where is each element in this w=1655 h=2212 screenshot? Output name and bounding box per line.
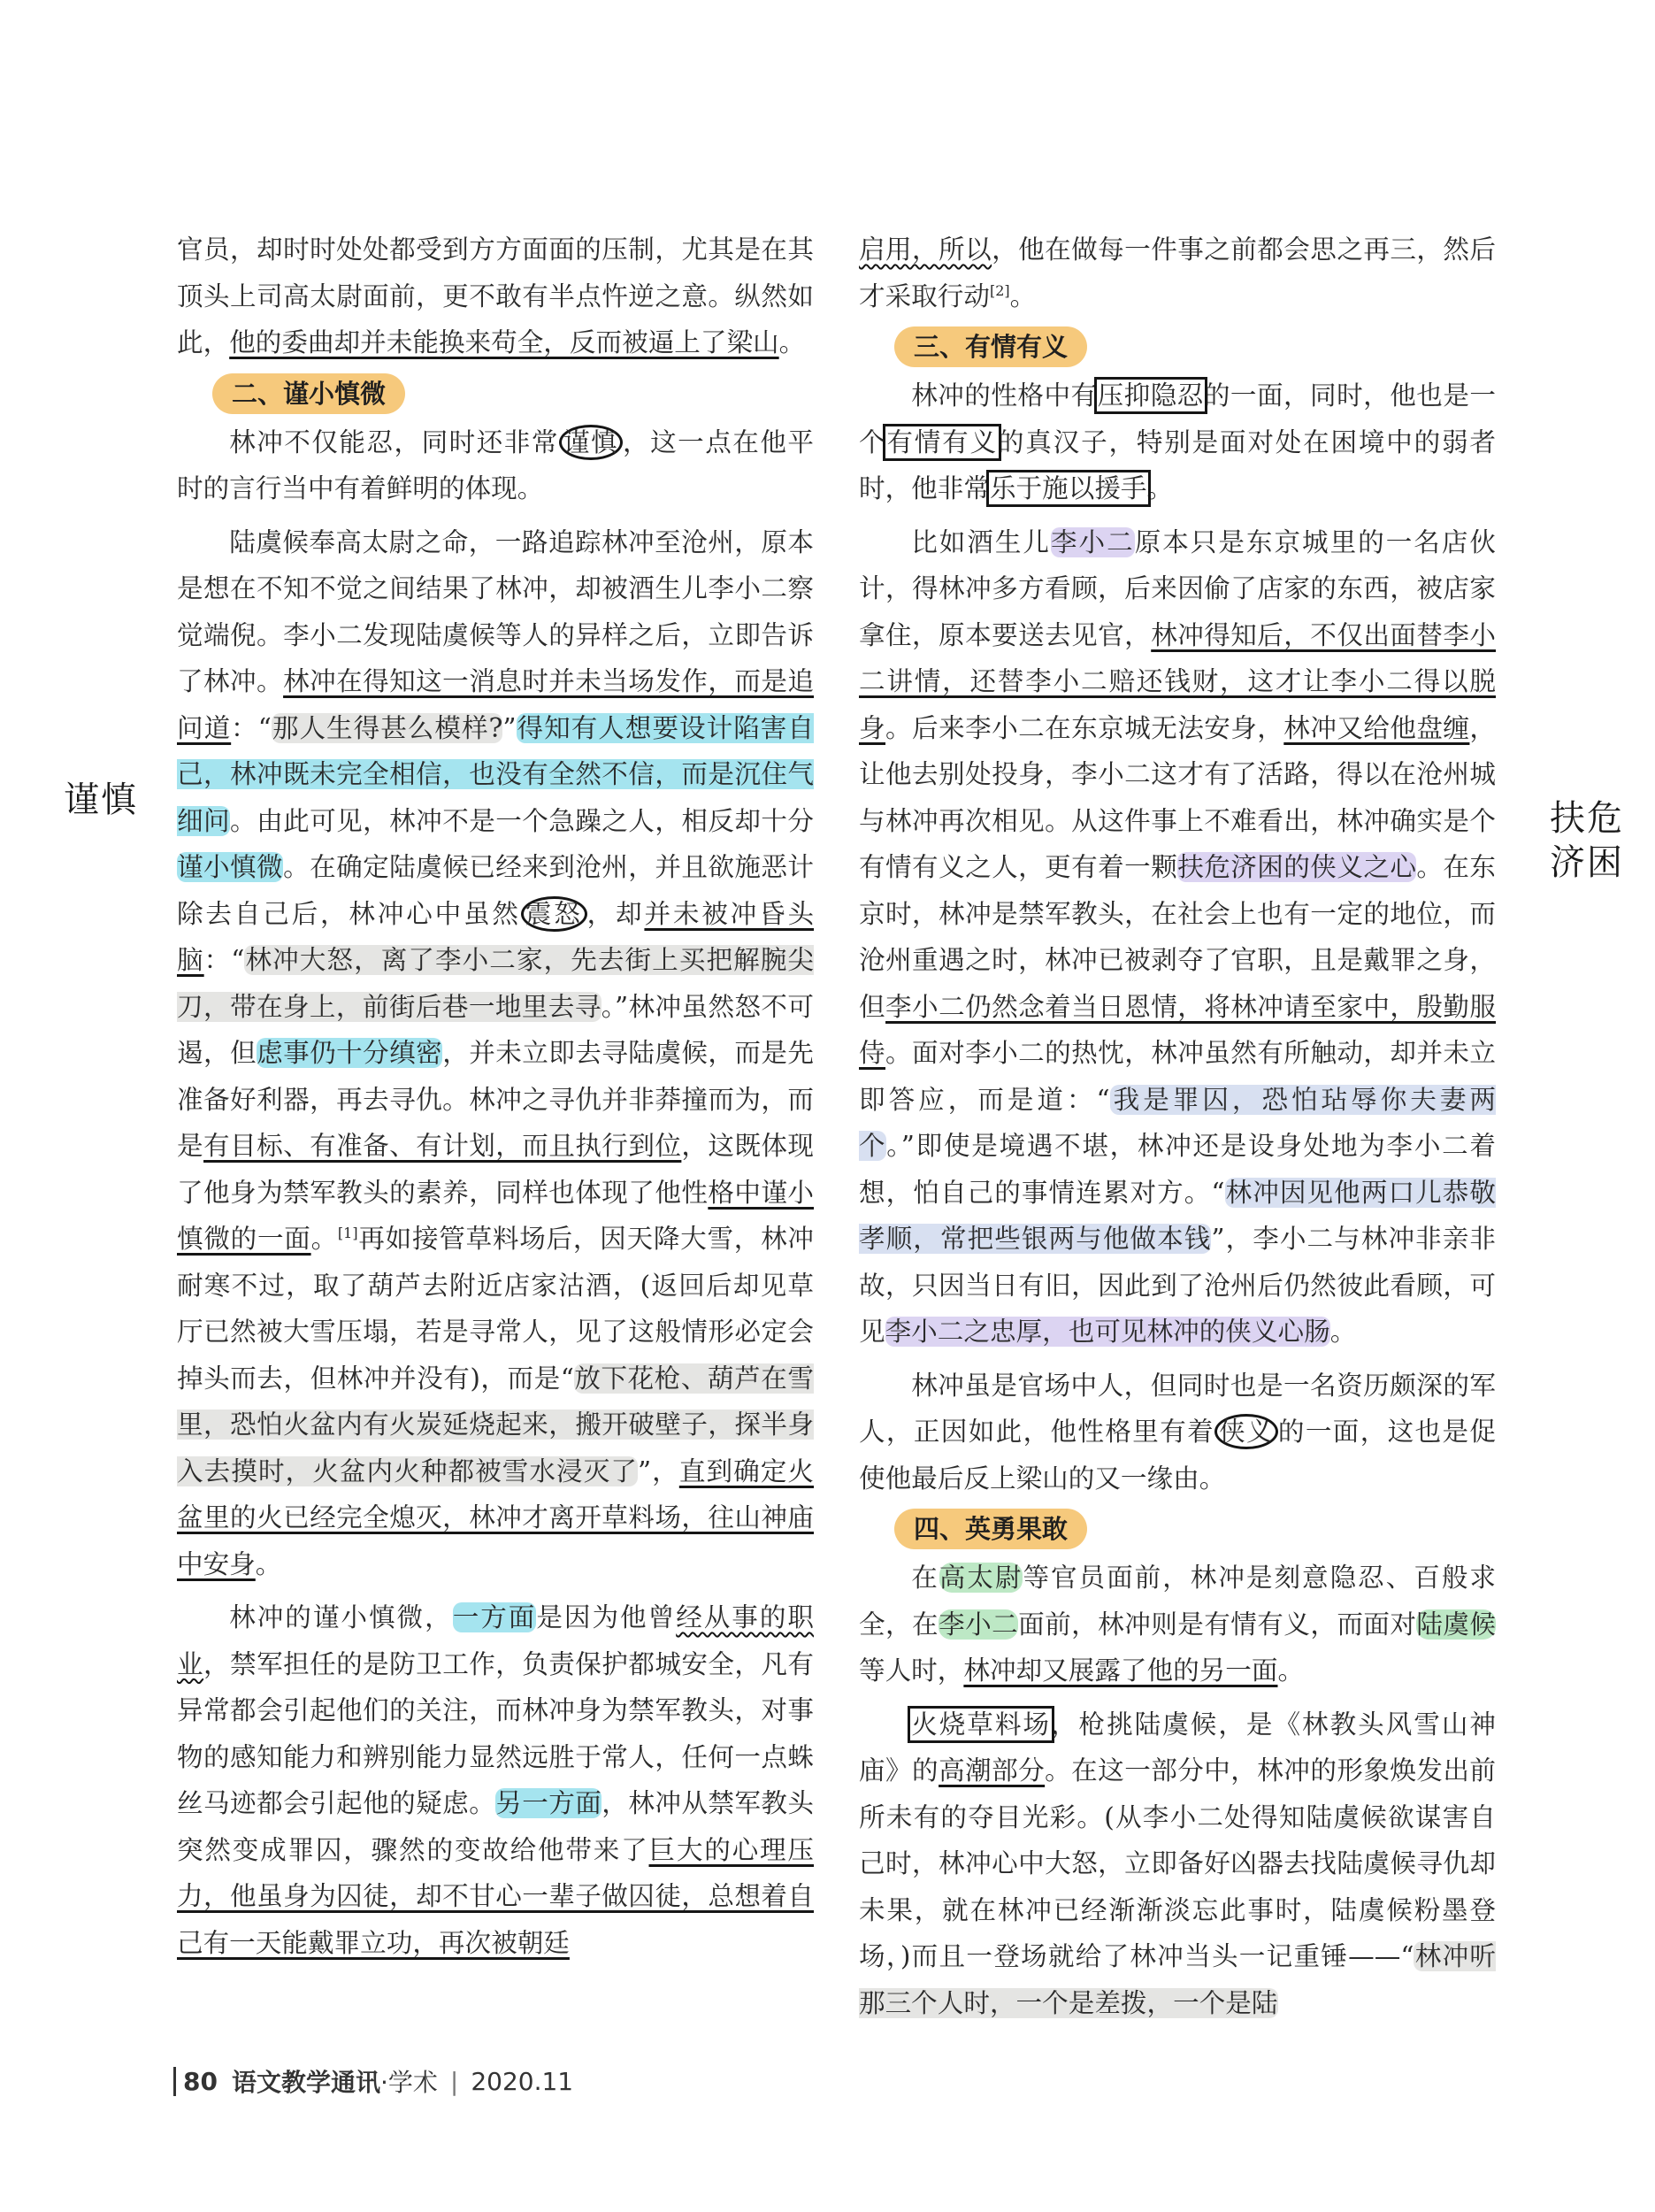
text: 。 — [1277, 1655, 1305, 1686]
text: ”，李小二与林冲非亲非故，只因当日有旧，因此到了沧州后仍然彼此看顾，可见 — [859, 1224, 1496, 1347]
journal-name: 语文教学通讯 — [231, 2068, 380, 2097]
paragraph — [177, 227, 814, 366]
text: 。 — [1146, 473, 1174, 503]
highlight-cyan: 虑事仍十分缜密 — [257, 1038, 443, 1068]
text: 。 — [1009, 280, 1037, 311]
text: 比如酒生儿 — [911, 526, 1051, 557]
section-heading: 二、谨小慎微 — [212, 373, 405, 414]
page-footer — [173, 2063, 573, 2099]
citation: [1] — [337, 1225, 358, 1242]
text: ，禁军担任的是防卫工作，负责保护都城安全，凡有异常都会引起他们的关注，而林冲身为禁军教头，对事物的感知能力和辨别能力显然远胜于常人，任何一点蛛丝马迹都会引起他的疑虑。 — [177, 1648, 815, 1818]
wavy-underlined-text: 启用，所以 — [859, 234, 992, 265]
underlined-text: 高潮部分 — [939, 1755, 1046, 1786]
text: 在 — [911, 1563, 939, 1593]
text: 。 — [255, 1548, 282, 1579]
underlined-text: 林冲在得知这一消息时并未当场发作，而是追问道 — [177, 666, 815, 743]
highlight-purple: 李小二之忠厚，也可见林冲的侠义心肠 — [885, 1317, 1330, 1347]
text: 林冲的谨小慎微， — [229, 1602, 453, 1632]
text: ，他在做每一件事之前都会思之再三，然后才采取行动 — [859, 234, 1497, 311]
highlight-gray: 林冲听那三个人时，一个是差拨，一个是陆 — [859, 1941, 1497, 2018]
margin-note-right — [1550, 796, 1624, 885]
text: ，却 — [586, 898, 645, 929]
boxed-text: 乐于施以援手 — [989, 473, 1147, 503]
margin-note-left: 谨慎 — [64, 780, 138, 820]
underlined-text: 林冲又给他盘缠 — [1283, 712, 1470, 743]
underlined-text: 他的委曲却并未能换来苟全，反而被逼上了梁山 — [229, 327, 779, 357]
paragraph — [859, 227, 1496, 319]
underlined-text: 林冲得知后，不仅出面替李小二讲情，还替李小二赔还钱财，这才让李小二得以脱身 — [859, 619, 1497, 743]
highlight-cyan: 得知有人想要设计陷害自己，林冲既未完全相信，也没有全然不信，而是沉住气细问 — [177, 712, 814, 836]
text: 。由此可见，林冲不是一个急躁之人，相反却十分 — [230, 805, 815, 836]
underlined-text: 格中谨小慎微的一面 — [177, 1177, 815, 1254]
boxed-text: 有情有义 — [886, 426, 998, 457]
text: 等人时， — [859, 1655, 964, 1686]
text: 陆虞候奉高太尉之命，一路追踪林冲至沧州，原本是想在不知不觉之间结果了林冲，却被酒生儿李小二察觉端倪。李小二发现陆虞候等人的异样之后，立即告诉了林冲。 — [177, 526, 814, 696]
text: ，并未立即去寻陆虞候，而是先准备好利器，再去寻仇。林冲之寻仇并非莽撞而为，而是 — [177, 1038, 815, 1161]
text: 。在这一部分中，林冲的形象焕发出前所未有的夺目光彩。(从李小二处得知陆虞候欲谋害自己时，林冲心中大怒，立即备好凶器去找陆虞候寻仇却未果，就在林冲已经渐渐淡忘此事时，陆虞候粉墨登场，)而且一登场就给了林冲当头一记重锤——“ — [859, 1755, 1497, 1971]
paragraph — [859, 1701, 1496, 2027]
margin-note-right-line2: 济困 — [1550, 842, 1624, 883]
text: ：“ — [203, 945, 245, 975]
text: 。 — [310, 1224, 338, 1254]
text: 林冲虽是官场中人，但同时也是一名资历颇深的军人，正因如此，他性格里有着 — [859, 1370, 1496, 1447]
text: 的一面，这也是促使他最后反上梁山的又一缘由。 — [859, 1417, 1497, 1494]
text: 再如接管草料场后，因天降大雪，林冲耐寒不过，取了葫芦去附近店家沽酒，(返回后却见草厅已然被大雪压塌，若是寻常人，见了这般情形必定会掉头而去，但林冲并没有)，而是“ — [177, 1224, 815, 1394]
paragraph — [859, 1363, 1496, 1502]
text: ” — [502, 712, 517, 743]
boxed-text: 压抑隐忍 — [1097, 380, 1204, 411]
text: 。”即使是境遇不堪，林冲还是设身处地为李小二着想，怕自己的事情连累对方。“ — [859, 1131, 1496, 1208]
circled-text: 震怒 — [521, 896, 587, 932]
text: ，这既体现了他身为禁军教头的素养，同样也体现了他性 — [177, 1131, 815, 1208]
highlight-cyan: 一方面 — [452, 1602, 537, 1632]
issue-date: 2020.11 — [471, 2066, 574, 2096]
highlight-cyan: 另一方面 — [495, 1788, 602, 1818]
paragraph — [859, 519, 1496, 1356]
citation: [2] — [989, 281, 1010, 299]
divider: | — [449, 2066, 459, 2096]
underlined-text: 并未被冲昏头脑 — [177, 898, 815, 975]
text: ，让他去别处投身，李小二这才有了活路，得以在沧州城与林冲再次相见。从这件事上不难看出，林冲确实是个有情有义之人，更有着一颗 — [859, 712, 1497, 882]
underlined-text: 巨大的心理压力，他虽身为囚徒，却不甘心一辈子做囚徒，总想着自己有一天能戴罪立功，再次被朝廷 — [177, 1834, 815, 1958]
underlined-text: 林冲却又展露了他的另一面 — [963, 1655, 1278, 1686]
paragraph — [177, 419, 814, 512]
underlined-text: 有目标、有准备、有计划，而且执行到位 — [203, 1131, 682, 1161]
text: 。面对李小二的热忱，林冲虽然有所触动，却并未立即答应，而是道：“ — [859, 1038, 1497, 1115]
text: ：“ — [231, 712, 272, 743]
boxed-text: 火烧草料场 — [911, 1709, 1051, 1740]
margin-note-right-line1: 扶危 — [1550, 798, 1624, 839]
section-heading: 三、有情有义 — [894, 326, 1087, 367]
page-number: 80 — [173, 2067, 218, 2096]
text: 等官员面前，林冲是刻意隐忍、百般求全，在 — [859, 1563, 1497, 1640]
left-column — [177, 227, 814, 1966]
text: 官员，却时时处处都受到方方面面的压制，尤其是在其顶头上司高太尉面前，更不敢有半点忤逆之意。纵然如此， — [177, 234, 814, 357]
text: 。 — [778, 327, 806, 357]
text: ，这一点在他平时的言行当中有着鲜明的体现。 — [177, 426, 815, 503]
highlight-blue: 林冲因见他两口儿恭敬孝顺，常把些银两与他做本钱 — [859, 1177, 1496, 1254]
highlight-purple: 扶危济困的侠义之心 — [1177, 852, 1417, 882]
circled-text: 侠义 — [1214, 1414, 1278, 1449]
text: 的真汉子，特别是面对处在困境中的弱者时，他非常 — [859, 426, 1497, 503]
paragraph — [859, 373, 1496, 512]
highlight-green: 陆虞候 — [1416, 1609, 1497, 1640]
paragraph — [177, 1594, 814, 1966]
paragraph — [859, 1555, 1496, 1694]
highlight-blue: 我是罪囚，恐怕玷辱你夫妻两个 — [859, 1084, 1496, 1161]
text: ”， — [637, 1455, 679, 1486]
text: ，枪挑陆虞候，是《林教头风雪山神庙》的 — [859, 1709, 1497, 1786]
wavy-underlined-text: 经从事的职业 — [177, 1602, 815, 1679]
right-column — [859, 227, 1496, 2026]
journal-section: ·学术 — [379, 2068, 438, 2097]
underlined-text: 李小二仍然念着当日恩情，将林冲请至家中，殷勤服侍 — [859, 991, 1497, 1068]
highlight-gray: 那人生得甚么模样? — [271, 712, 503, 743]
text: 的一面，同时，他也是一个 — [859, 380, 1497, 457]
highlight-cyan: 谨小慎微 — [177, 852, 284, 882]
highlight-purple: 李小二 — [1051, 526, 1135, 557]
text: 面前，林冲则是有情有义，而面对 — [1018, 1609, 1417, 1640]
highlight-green: 高太尉 — [939, 1563, 1023, 1593]
circled-text: 谨慎 — [559, 425, 623, 460]
paragraph — [177, 519, 814, 1588]
text: 。 — [1329, 1317, 1357, 1347]
highlight-gray: 林冲大怒，离了李小二家，先去街上买把解腕尖刀，带在身上，前街后巷一地里去寻 — [177, 945, 815, 1022]
underlined-text: 直到确定火盆里的火已经完全熄灭，林冲才离开草料场，往山神庙中安身 — [177, 1455, 814, 1579]
text: 。”林冲虽然怒不可遏，但 — [177, 991, 814, 1068]
text: 原本只是东京城里的一名店伙计，得林冲多方看顾，后来因偷了店家的东西，被店家拿住，原本要送去见官， — [859, 526, 1497, 650]
highlight-green: 李小二 — [939, 1609, 1019, 1640]
text: 林冲不仅能忍，同时还非常 — [229, 426, 559, 457]
text: ，林冲从禁军教头突然变成罪囚，骤然的变故给他带来了 — [177, 1788, 815, 1865]
text: 。在东京时，林冲是禁军教头，在社会上也有一定的地位，而沧州重遇之时，林冲已被剥夺了官职，且是戴罪之身，但 — [859, 852, 1497, 1022]
text: 。后来李小二在东京城无法安身， — [885, 712, 1284, 743]
text: 是因为他曾 — [536, 1602, 677, 1632]
highlight-gray: 放下花枪、葫芦在雪里，恐怕火盆内有火炭延烧起来，搬开破壁子，探半身入去摸时，火盆内火种都被雪水浸灭了 — [177, 1363, 814, 1486]
section-heading: 四、英勇果敢 — [894, 1509, 1087, 1549]
text: 林冲的性格中有 — [911, 380, 1098, 411]
text: 。在确定陆虞候已经来到沧州，并且欲施恶计除去自己后，林冲心中虽然 — [177, 852, 815, 929]
